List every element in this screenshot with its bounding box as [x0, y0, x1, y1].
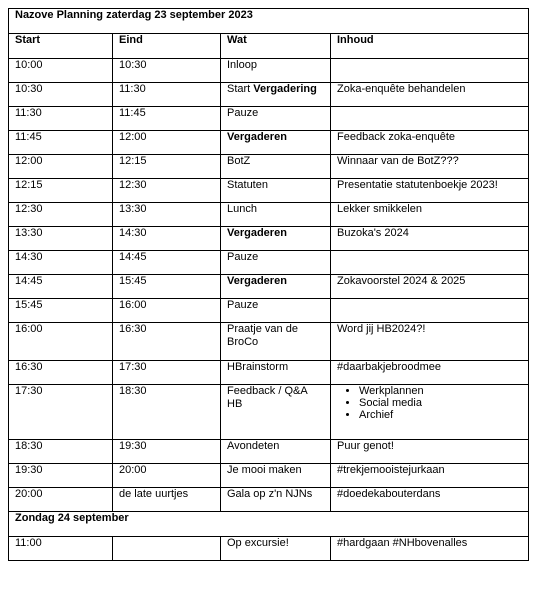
table-row — [9, 299, 529, 323]
cell-wat: Op excursie! — [221, 537, 331, 561]
list-item: • Social media — [359, 397, 522, 409]
cell-start: 14:45 — [9, 275, 113, 299]
table-row — [9, 385, 529, 440]
cell-wat: HBrainstorm — [221, 361, 331, 385]
table-row — [9, 488, 529, 512]
table-row — [9, 227, 529, 251]
cell-eind: 18:30 — [113, 385, 221, 440]
table-row — [9, 107, 529, 131]
bullet-list — [337, 385, 522, 421]
cell-eind: 16:30 — [113, 323, 221, 361]
table-row — [9, 179, 529, 203]
col-header-inhoud: Inhoud — [331, 34, 529, 59]
sunday-title: Zondag 24 september — [9, 512, 529, 537]
cell-inhoud — [331, 59, 529, 83]
cell-eind: 11:30 — [113, 83, 221, 107]
cell-inhoud: Feedback zoka-enquête — [331, 131, 529, 155]
wat-bold: Vergadering — [253, 83, 317, 95]
cell-wat: Vergaderen — [221, 131, 331, 155]
cell-eind: 15:45 — [113, 275, 221, 299]
cell-start: 18:30 — [9, 440, 113, 464]
wat-prefix: Start — [227, 83, 254, 95]
cell-inhoud: #trekjemooistejurkaan — [331, 464, 529, 488]
table-row — [9, 275, 529, 299]
table-row — [9, 251, 529, 275]
cell-start: 10:30 — [9, 83, 113, 107]
table-row — [9, 131, 529, 155]
cell-eind: 12:15 — [113, 155, 221, 179]
cell-wat: BotZ — [221, 155, 331, 179]
list-item: • Archief — [359, 409, 522, 421]
cell-eind: 13:30 — [113, 203, 221, 227]
cell-inhoud: #doedekabouterdans — [331, 488, 529, 512]
cell-start: 15:45 — [9, 299, 113, 323]
cell-wat: Praatje van de BroCo — [221, 323, 331, 361]
cell-start: 16:00 — [9, 323, 113, 361]
table-row — [9, 361, 529, 385]
table-row — [9, 537, 529, 561]
cell-inhoud: Zokavoorstel 2024 & 2025 — [331, 275, 529, 299]
cell-inhoud: Buzoka's 2024 — [331, 227, 529, 251]
cell-eind: 19:30 — [113, 440, 221, 464]
planning-table — [8, 8, 529, 561]
table-row — [9, 440, 529, 464]
cell-wat: Pauze — [221, 251, 331, 275]
cell-eind: 14:45 — [113, 251, 221, 275]
cell-eind: 10:30 — [113, 59, 221, 83]
cell-wat: Statuten — [221, 179, 331, 203]
cell-inhoud: Presentatie statutenboekje 2023! — [331, 179, 529, 203]
list-item: • Werkplannen — [359, 385, 522, 397]
cell-wat: Vergaderen — [221, 275, 331, 299]
cell-eind: 17:30 — [113, 361, 221, 385]
table-row — [9, 59, 529, 83]
cell-inhoud: #daarbakjebroodmee — [331, 361, 529, 385]
cell-wat: Avondeten — [221, 440, 331, 464]
cell-start: 17:30 — [9, 385, 113, 440]
cell-inhoud — [331, 107, 529, 131]
cell-start: 11:00 — [9, 537, 113, 561]
table-title: Nazove Planning zaterdag 23 september 2023 — [9, 9, 529, 34]
cell-eind: 12:00 — [113, 131, 221, 155]
cell-wat — [221, 83, 331, 107]
cell-wat: Pauze — [221, 299, 331, 323]
cell-wat: Gala op z'n NJNs — [221, 488, 331, 512]
header-row — [9, 34, 529, 59]
cell-start: 12:15 — [9, 179, 113, 203]
cell-wat: Vergaderen — [221, 227, 331, 251]
cell-inhoud: #hardgaan #NHbovenalles — [331, 537, 529, 561]
cell-eind: 20:00 — [113, 464, 221, 488]
cell-eind: 12:30 — [113, 179, 221, 203]
cell-wat: Inloop — [221, 59, 331, 83]
cell-start: 10:00 — [9, 59, 113, 83]
cell-wat: Pauze — [221, 107, 331, 131]
cell-inhoud: Zoka-enquête behandelen — [331, 83, 529, 107]
cell-start: 19:30 — [9, 464, 113, 488]
cell-start: 12:30 — [9, 203, 113, 227]
cell-inhoud — [331, 299, 529, 323]
cell-start: 11:45 — [9, 131, 113, 155]
table-row — [9, 83, 529, 107]
col-header-wat: Wat — [221, 34, 331, 59]
cell-start: 12:00 — [9, 155, 113, 179]
col-header-start: Start — [9, 34, 113, 59]
cell-inhoud: Word jij HB2024?! — [331, 323, 529, 361]
table-row — [9, 323, 529, 361]
table-row — [9, 203, 529, 227]
title-row — [9, 9, 529, 34]
cell-eind — [113, 537, 221, 561]
table-row — [9, 464, 529, 488]
cell-start: 14:30 — [9, 251, 113, 275]
cell-start: 20:00 — [9, 488, 113, 512]
cell-start: 11:30 — [9, 107, 113, 131]
cell-start: 16:30 — [9, 361, 113, 385]
col-header-eind: Eind — [113, 34, 221, 59]
cell-start: 13:30 — [9, 227, 113, 251]
cell-inhoud: Puur genot! — [331, 440, 529, 464]
cell-wat: Lunch — [221, 203, 331, 227]
sunday-title-row — [9, 512, 529, 537]
cell-eind: 14:30 — [113, 227, 221, 251]
cell-inhoud — [331, 251, 529, 275]
cell-inhoud: Winnaar van de BotZ??? — [331, 155, 529, 179]
cell-inhoud — [331, 385, 529, 440]
cell-eind: 16:00 — [113, 299, 221, 323]
cell-inhoud: Lekker smikkelen — [331, 203, 529, 227]
cell-wat: Je mooi maken — [221, 464, 331, 488]
cell-eind: 11:45 — [113, 107, 221, 131]
cell-eind: de late uurtjes — [113, 488, 221, 512]
table-row — [9, 155, 529, 179]
cell-wat: Feedback / Q&A HB — [221, 385, 331, 440]
